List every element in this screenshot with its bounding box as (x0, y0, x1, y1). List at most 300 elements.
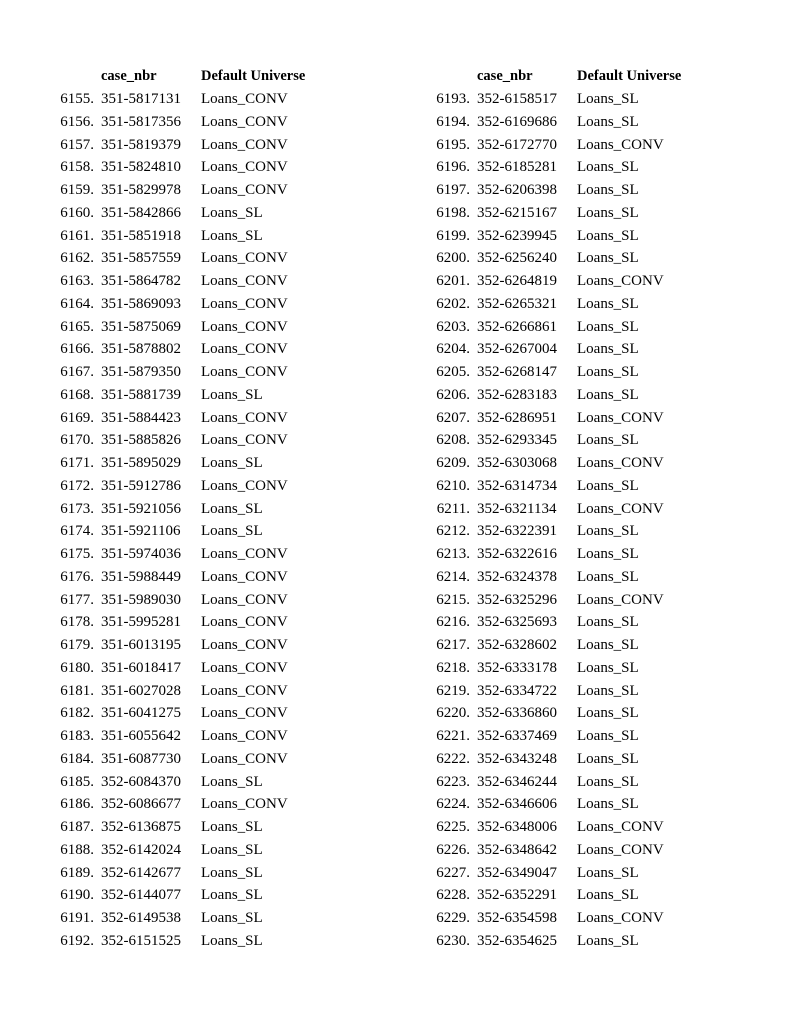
table-row (376, 702, 756, 725)
default-universe-cell: Loans_CONV (201, 409, 288, 426)
default-universe-cell: Loans_SL (577, 250, 639, 267)
default-universe-cell: Loans_CONV (577, 819, 664, 835)
row-index: 6208. (436, 432, 470, 449)
case-nbr-cell: 352-6172770 (477, 136, 557, 153)
default-universe-cell: Loans_SL (577, 477, 639, 494)
default-universe-cell: Loans_SL (201, 932, 263, 949)
table-row (376, 884, 756, 907)
case-nbr-cell: 352-6149538 (101, 910, 181, 926)
case-nbr-cell: 351-5857559 (101, 250, 181, 267)
case-nbr-cell: 351-5842866 (101, 204, 181, 221)
case-nbr-cell: 351-5884423 (101, 409, 181, 426)
case-nbr-cell: 352-6322616 (477, 546, 557, 562)
default-universe-cell: Loans_SL (201, 227, 263, 244)
row-index: 6205. (436, 364, 470, 380)
row-index: 6222. (436, 750, 470, 767)
table-row (0, 634, 380, 657)
case-nbr-cell: 351-5921106 (101, 523, 181, 540)
table-row (0, 611, 380, 634)
case-nbr-cell: 352-6264819 (477, 273, 557, 289)
table-row (376, 316, 756, 339)
row-index: 6163. (60, 273, 94, 289)
default-universe-cell: Loans_CONV (201, 477, 288, 494)
table-row (376, 293, 756, 316)
default-universe-cell: Loans_SL (201, 386, 263, 403)
table-row (0, 884, 380, 907)
table-row (0, 725, 380, 748)
default-universe-cell: Loans_SL (577, 705, 639, 722)
case-nbr-cell: 351-5879350 (101, 364, 181, 380)
default-universe-cell: Loans_CONV (201, 796, 288, 813)
row-index: 6212. (436, 523, 470, 540)
default-universe-cell: Loans_SL (577, 796, 639, 813)
case-nbr-cell: 352-6328602 (477, 637, 557, 653)
table-row (0, 88, 380, 111)
table-row (0, 338, 380, 361)
table-header (376, 66, 756, 88)
default-universe-cell: Loans_CONV (201, 295, 288, 312)
default-universe-cell: Loans_SL (577, 113, 639, 130)
case-nbr-cell: 351-5875069 (101, 318, 181, 335)
case-nbr-cell: 352-6348642 (477, 841, 557, 858)
default-universe-cell: Loans_SL (577, 659, 639, 676)
table-row (0, 816, 380, 839)
case-nbr-cell: 352-6206398 (477, 182, 557, 198)
table-row (0, 270, 380, 293)
row-index: 6168. (60, 386, 94, 403)
table-row (376, 452, 756, 475)
case-nbr-cell: 352-6267004 (477, 341, 557, 358)
case-nbr-cell: 352-6303068 (477, 455, 557, 471)
default-universe-cell: Loans_SL (577, 341, 639, 358)
row-index: 6224. (436, 796, 470, 813)
table-row (376, 498, 756, 521)
row-index: 6219. (436, 682, 470, 699)
default-universe-cell: Loans_CONV (201, 546, 288, 562)
case-nbr-cell: 352-6325296 (477, 591, 557, 608)
default-universe-cell: Loans_CONV (201, 568, 288, 585)
row-index: 6230. (436, 932, 470, 949)
case-nbr-cell: 351-5885826 (101, 432, 181, 449)
row-index: 6171. (60, 455, 94, 471)
row-index: 6202. (436, 295, 470, 312)
row-index: 6179. (60, 637, 94, 653)
case-nbr-cell: 352-6142677 (101, 864, 181, 881)
row-index: 6207. (436, 409, 470, 426)
row-index: 6211. (436, 500, 470, 517)
table-row (0, 793, 380, 816)
default-universe-cell: Loans_SL (201, 841, 263, 858)
default-universe-cell: Loans_CONV (201, 318, 288, 335)
row-index: 6160. (60, 204, 94, 221)
left-table (0, 66, 380, 953)
table-row (376, 657, 756, 680)
table-row (376, 907, 756, 930)
row-index: 6161. (60, 227, 94, 244)
default-universe-cell: Loans_SL (577, 546, 639, 562)
row-index: 6206. (436, 386, 470, 403)
row-index: 6182. (60, 705, 94, 722)
default-universe-cell: Loans_SL (577, 728, 639, 744)
default-universe-cell: Loans_CONV (201, 364, 288, 380)
default-universe-cell: Loans_SL (201, 455, 263, 471)
case-nbr-cell: 352-6321134 (477, 500, 557, 517)
case-nbr-cell: 351-5819379 (101, 136, 181, 153)
case-nbr-header: case_nbr (477, 68, 533, 84)
row-index: 6226. (436, 841, 470, 858)
default-universe-cell: Loans_SL (577, 773, 639, 790)
table-row (0, 111, 380, 134)
case-nbr-cell: 351-5921056 (101, 500, 181, 517)
default-universe-cell: Loans_CONV (201, 432, 288, 449)
case-nbr-cell: 352-6151525 (101, 932, 181, 949)
row-index: 6196. (436, 159, 470, 176)
row-index: 6183. (60, 728, 94, 744)
default-universe-cell: Loans_CONV (201, 637, 288, 653)
row-index: 6209. (436, 455, 470, 471)
row-index: 6190. (60, 887, 94, 904)
default-universe-cell: Loans_SL (577, 932, 639, 949)
default-universe-cell: Loans_CONV (201, 705, 288, 722)
row-index: 6177. (60, 591, 94, 608)
row-index: 6200. (436, 250, 470, 267)
table-row (0, 566, 380, 589)
row-index: 6218. (436, 659, 470, 676)
default-universe-cell: Loans_SL (577, 386, 639, 403)
row-index: 6164. (60, 295, 94, 312)
case-nbr-cell: 352-6215167 (477, 204, 557, 221)
table-row (376, 270, 756, 293)
default-universe-cell: Loans_SL (201, 523, 263, 540)
default-universe-cell: Loans_SL (201, 910, 263, 926)
default-universe-cell: Loans_CONV (201, 750, 288, 767)
case-nbr-cell: 351-6027028 (101, 682, 181, 699)
table-row (376, 589, 756, 612)
case-nbr-cell: 352-6343248 (477, 750, 557, 767)
table-row (376, 202, 756, 225)
case-nbr-cell: 352-6136875 (101, 819, 181, 835)
table-row (376, 429, 756, 452)
row-index: 6199. (436, 227, 470, 244)
case-nbr-cell: 352-6293345 (477, 432, 557, 449)
table-row (0, 384, 380, 407)
default-universe-cell: Loans_SL (577, 204, 639, 221)
default-universe-cell: Loans_CONV (577, 591, 664, 608)
default-universe-cell: Loans_CONV (201, 136, 288, 153)
case-nbr-cell: 351-5974036 (101, 546, 181, 562)
table-row (376, 634, 756, 657)
table-row (376, 793, 756, 816)
case-nbr-cell: 352-6084370 (101, 773, 181, 790)
table-row (0, 407, 380, 430)
default-universe-cell: Loans_SL (577, 318, 639, 335)
case-nbr-cell: 351-6013195 (101, 637, 181, 653)
default-universe-cell: Loans_CONV (201, 682, 288, 699)
case-nbr-cell: 352-6265321 (477, 295, 557, 312)
row-index: 6169. (60, 409, 94, 426)
default-universe-cell: Loans_CONV (201, 159, 288, 176)
row-index: 6166. (60, 341, 94, 358)
default-universe-cell: Loans_CONV (201, 113, 288, 130)
default-universe-header: Default Universe (577, 68, 682, 84)
case-nbr-cell: 352-6334722 (477, 682, 557, 699)
table-row (376, 543, 756, 566)
table-row (0, 680, 380, 703)
row-index: 6203. (436, 318, 470, 335)
table-row (0, 589, 380, 612)
row-index: 6216. (436, 614, 470, 631)
row-index: 6188. (60, 841, 94, 858)
default-universe-cell: Loans_SL (577, 568, 639, 585)
table-row (0, 930, 380, 953)
case-nbr-cell: 351-5912786 (101, 477, 181, 494)
table-row (0, 702, 380, 725)
case-nbr-cell: 351-5829978 (101, 182, 181, 198)
case-nbr-cell: 351-6041275 (101, 705, 181, 722)
table-row (0, 202, 380, 225)
row-index: 6220. (436, 705, 470, 722)
default-universe-cell: Loans_CONV (577, 841, 664, 858)
row-index: 6191. (60, 910, 94, 926)
row-index: 6197. (436, 182, 470, 198)
default-universe-cell: Loans_CONV (201, 728, 288, 744)
case-nbr-cell: 352-6086677 (101, 796, 181, 813)
table-row (376, 520, 756, 543)
row-index: 6229. (436, 910, 470, 926)
table-row (376, 816, 756, 839)
table-row (0, 316, 380, 339)
case-nbr-cell: 352-6348006 (477, 819, 557, 835)
row-index: 6192. (60, 932, 94, 949)
default-universe-cell: Loans_SL (577, 614, 639, 631)
default-universe-cell: Loans_CONV (577, 455, 664, 471)
case-nbr-cell: 352-6286951 (477, 409, 557, 426)
table-row (376, 134, 756, 157)
table-row (376, 611, 756, 634)
default-universe-cell: Loans_SL (577, 227, 639, 244)
row-index: 6170. (60, 432, 94, 449)
table-rows (376, 88, 756, 953)
case-nbr-cell: 351-6087730 (101, 750, 181, 767)
default-universe-cell: Loans_SL (201, 500, 263, 517)
row-index: 6195. (436, 136, 470, 153)
table-row (0, 657, 380, 680)
row-index: 6214. (436, 568, 470, 585)
row-index: 6221. (436, 728, 470, 744)
case-nbr-cell: 351-5878802 (101, 341, 181, 358)
table-row (376, 338, 756, 361)
row-index: 6173. (60, 500, 94, 517)
row-index: 6186. (60, 796, 94, 813)
default-universe-cell: Loans_SL (201, 887, 263, 904)
default-universe-cell: Loans_CONV (201, 659, 288, 676)
default-universe-cell: Loans_CONV (201, 273, 288, 289)
table-row (376, 179, 756, 202)
table-row (0, 498, 380, 521)
row-index: 6184. (60, 750, 94, 767)
case-nbr-cell: 351-5995281 (101, 614, 181, 631)
row-index: 6210. (436, 477, 470, 494)
default-universe-cell: Loans_SL (201, 773, 263, 790)
default-universe-cell: Loans_CONV (201, 182, 288, 198)
case-nbr-cell: 352-6314734 (477, 477, 557, 494)
row-index: 6198. (436, 204, 470, 221)
case-nbr-cell: 351-5864782 (101, 273, 181, 289)
row-index: 6156. (60, 113, 94, 130)
row-index: 6213. (436, 546, 470, 562)
default-universe-cell: Loans_SL (201, 204, 263, 221)
case-nbr-cell: 352-6169686 (477, 113, 557, 130)
case-nbr-cell: 352-6337469 (477, 728, 557, 744)
case-nbr-cell: 351-6018417 (101, 659, 181, 676)
table-row (0, 247, 380, 270)
row-index: 6155. (60, 91, 94, 107)
table-row (0, 907, 380, 930)
row-index: 6189. (60, 864, 94, 881)
row-index: 6165. (60, 318, 94, 335)
case-nbr-cell: 351-5988449 (101, 568, 181, 585)
case-nbr-cell: 352-6346244 (477, 773, 557, 790)
row-index: 6215. (436, 591, 470, 608)
row-index: 6223. (436, 773, 470, 790)
table-row (0, 429, 380, 452)
case-nbr-cell: 351-5895029 (101, 455, 181, 471)
table-rows (0, 88, 380, 953)
default-universe-cell: Loans_CONV (577, 136, 664, 153)
row-index: 6159. (60, 182, 94, 198)
row-index: 6217. (436, 637, 470, 653)
case-nbr-cell: 352-6268147 (477, 364, 557, 380)
default-universe-cell: Loans_SL (577, 750, 639, 767)
row-index: 6162. (60, 250, 94, 267)
case-nbr-cell: 352-6256240 (477, 250, 557, 267)
table-row (0, 179, 380, 202)
table-row (0, 156, 380, 179)
case-nbr-cell: 352-6239945 (477, 227, 557, 244)
default-universe-cell: Loans_CONV (577, 500, 664, 517)
case-nbr-cell: 352-6354625 (477, 932, 557, 949)
row-index: 6175. (60, 546, 94, 562)
default-universe-cell: Loans_CONV (201, 91, 288, 107)
default-universe-cell: Loans_CONV (577, 409, 664, 426)
default-universe-cell: Loans_SL (577, 159, 639, 176)
table-row (0, 134, 380, 157)
case-nbr-cell: 351-5817131 (101, 91, 181, 107)
default-universe-cell: Loans_CONV (577, 273, 664, 289)
default-universe-cell: Loans_CONV (201, 341, 288, 358)
table-row (0, 543, 380, 566)
row-index: 6194. (436, 113, 470, 130)
case-nbr-cell: 352-6144077 (101, 887, 181, 904)
row-index: 6193. (436, 91, 470, 107)
table-row (0, 771, 380, 794)
table-row (376, 111, 756, 134)
case-nbr-cell: 352-6349047 (477, 864, 557, 881)
table-row (376, 930, 756, 953)
default-universe-cell: Loans_SL (201, 819, 263, 835)
case-nbr-cell: 352-6283183 (477, 386, 557, 403)
default-universe-cell: Loans_SL (577, 682, 639, 699)
table-row (376, 407, 756, 430)
table-row (0, 839, 380, 862)
table-row (0, 475, 380, 498)
row-index: 6158. (60, 159, 94, 176)
table-row (376, 384, 756, 407)
case-nbr-cell: 352-6352291 (477, 887, 557, 904)
table-row (376, 862, 756, 885)
table-row (376, 361, 756, 384)
default-universe-cell: Loans_CONV (577, 910, 664, 926)
case-nbr-cell: 352-6324378 (477, 568, 557, 585)
case-nbr-cell: 352-6322391 (477, 523, 557, 540)
case-nbr-cell: 352-6346606 (477, 796, 557, 813)
right-table (376, 66, 756, 953)
row-index: 6201. (436, 273, 470, 289)
row-index: 6172. (60, 477, 94, 494)
case-nbr-cell: 352-6336860 (477, 705, 557, 722)
table-row (0, 293, 380, 316)
table-row (0, 361, 380, 384)
table-row (0, 520, 380, 543)
row-index: 6185. (60, 773, 94, 790)
table-row (376, 156, 756, 179)
case-nbr-cell: 352-6354598 (477, 910, 557, 926)
table-header (0, 66, 380, 88)
default-universe-cell: Loans_CONV (201, 614, 288, 631)
row-index: 6227. (436, 864, 470, 881)
default-universe-cell: Loans_SL (577, 91, 639, 107)
table-row (376, 771, 756, 794)
case-nbr-cell: 351-5851918 (101, 227, 181, 244)
row-index: 6225. (436, 819, 470, 835)
table-row (376, 725, 756, 748)
default-universe-cell: Loans_SL (577, 295, 639, 312)
row-index: 6167. (60, 364, 94, 380)
case-nbr-cell: 351-5869093 (101, 295, 181, 312)
row-index: 6157. (60, 136, 94, 153)
case-nbr-cell: 351-5989030 (101, 591, 181, 608)
case-nbr-cell: 351-6055642 (101, 728, 181, 744)
case-nbr-cell: 351-5824810 (101, 159, 181, 176)
default-universe-cell: Loans_SL (577, 364, 639, 380)
table-row (0, 748, 380, 771)
row-index: 6176. (60, 568, 94, 585)
row-index: 6174. (60, 523, 94, 540)
row-index: 6204. (436, 341, 470, 358)
default-universe-cell: Loans_SL (577, 864, 639, 881)
row-index: 6181. (60, 682, 94, 699)
case-nbr-header: case_nbr (101, 68, 157, 84)
table-row (0, 452, 380, 475)
default-universe-cell: Loans_SL (577, 637, 639, 653)
table-row (376, 680, 756, 703)
case-nbr-cell: 352-6333178 (477, 659, 557, 676)
row-index: 6187. (60, 819, 94, 835)
table-row (376, 88, 756, 111)
case-nbr-cell: 352-6266861 (477, 318, 557, 335)
default-universe-cell: Loans_SL (577, 432, 639, 449)
table-row (376, 225, 756, 248)
table-row (376, 566, 756, 589)
case-nbr-cell: 352-6158517 (477, 91, 557, 107)
table-row (0, 225, 380, 248)
default-universe-cell: Loans_SL (577, 523, 639, 540)
default-universe-cell: Loans_SL (201, 864, 263, 881)
table-row (376, 247, 756, 270)
default-universe-cell: Loans_SL (577, 887, 639, 904)
case-nbr-cell: 352-6142024 (101, 841, 181, 858)
row-index: 6180. (60, 659, 94, 676)
